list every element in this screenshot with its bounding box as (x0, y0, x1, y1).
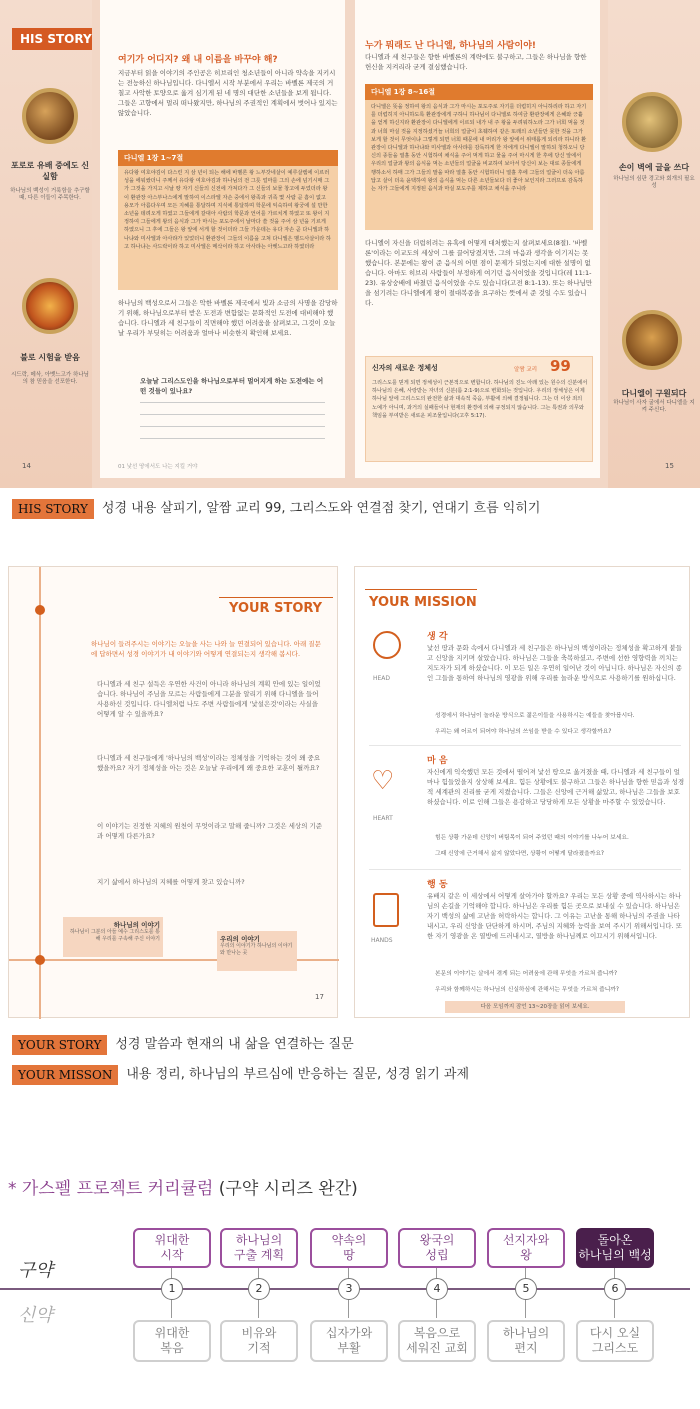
box-title: 하나님의 이야기 (113, 921, 160, 929)
brain-icon (373, 631, 401, 659)
icon-label: HANDS (371, 937, 393, 944)
mission-title: 행 동 (427, 880, 448, 890)
mission-title: 마 음 (427, 756, 448, 766)
medallion-faithful (22, 88, 78, 144)
answer-line (140, 402, 325, 403)
row-label-new: 신약 (18, 1305, 53, 1326)
divider (369, 869, 681, 870)
divider (369, 745, 681, 746)
curriculum-number: 4 (426, 1278, 448, 1300)
scripture-text: 유다왕 여호야김이 다스린 지 삼 년이 되는 해에 바벨론 왕 느부갓네살이 예루살렘에 이르러 성을 에워쌌더니 주께서 유다왕 여호야김과 하나님의 전 그릇 얼마를 그의 손에 넘기시매 그가 그것을 가지고 시날 땅 자기 신들의 신전에 가져다가 그 신들의 보물 창고에 두었더라 왕이 환관장 아스부나스에게 말하여 이스라엘 자손 중에서 왕족과 귀족 몇 사람 곧 흠이 없고 용모가 아름다우며 모든 지혜를 통달하며 지식에 통달하며 학문에 익숙하여 왕궁에 설 만한 소년을 데려오게 하였고 그들에게 갈대아 사람의 학문과 언어를 가르치게 하였고 또 왕이 지정하여 그들에게 왕의 음식과 그가 마시는 포도주에서 날마다 쓸 것을 주어 삼 년을 기르게 하였으니 그 후에 그들은 왕 앞에 서게 할 것이더라 그들 가운데는 유다 자손 곧 다니엘과 하나냐와 미사엘과 아사랴가 있었더니 환관장이 그들의 이름을 고쳐 다니엘은 벨드사살이라 하고 하나냐는 사드락이라 하고 미사엘은 메삭이라 하고 아사랴는 아벳느고라 하였더라 (124, 170, 331, 250)
medallion-lions (622, 310, 682, 370)
heart-hand-icon: ♡ (371, 766, 395, 796)
curriculum-old-4: 왕국의 성립 (398, 1228, 476, 1268)
caption-title: 불로 시험을 받음 (20, 353, 80, 362)
doctrine-label: 알짬 교리 (514, 367, 538, 373)
intro-text: 하나님이 들려주시는 이야기는 오늘을 사는 나와 늘 연결되어 있습니다. 아래 질문에 답하면서 성경 이야기가 내 이야기와 어떻게 연결되는지 생각해 봅시다. (91, 640, 321, 658)
legend-your-mission (12, 1064, 692, 1086)
curriculum-old-6: 돌아온 하나님의 백성 (576, 1228, 654, 1268)
mission-text: 유배지 같은 이 세상에서 어떻게 살아가야 할까요? 우리는 모든 상황 중에 역사하시는 하나님의 손길을 기억해야 합니다. 하나님은 우리를 힘든 곳으로 보내실 수 있습니다. 하나님은 자기 백성의 삶에 고난을 허락하시는 합니다. 그 이유는 고난을 통해 하나님의 주권을 나타내시고, 우리 신앙을 단단하게 하시며, 주님의 지혜와 능력을 보여 주시기 위해서입니다. 또한 자기 영광을 온 열방에 드러내시고, 열방을 하나님께로 이끄시기 위해서입니다. (427, 892, 682, 940)
gods-story-box (63, 917, 163, 957)
timeline-dot (35, 605, 45, 615)
curriculum-number: 1 (161, 1278, 183, 1300)
curriculum-new-4: 복음으로 세워진 교회 (398, 1320, 476, 1362)
curriculum-title-main: * 가스펠 프로젝트 커리큘럼 (8, 1179, 214, 1199)
curriculum-title-sub: (구약 시리즈 완간) (218, 1179, 358, 1199)
question-2: 다니엘과 세 친구들에게 '하나님의 백성'이라는 정체성을 기억하는 것이 왜 중요했을까요? 자기 정체성을 아는 것은 오늘날 우리에게 왜 중요한 교훈이 될까요? (97, 754, 321, 772)
reading-assignment: 다음 모임까지 잠언 13~20장을 읽어 보세요. (445, 1001, 625, 1013)
intro-paragraph: 다니엘과 세 친구들은 향한 바벨론의 계략에도 불구하고, 그들은 하나님을 향한 헌신을 지켜리라 굳게 결심했습니다. (365, 53, 587, 71)
answer-line (140, 438, 325, 439)
answer-line (140, 414, 325, 415)
timeline-vertical (39, 567, 41, 1019)
mission-bullet: 본문의 이야기는 살에서 겪게 되는 어려움에 관해 무엇을 가르쳐 줍니까? (435, 971, 618, 977)
section-head: YOUR STORY (229, 601, 323, 616)
curriculum-new-6: 다시 오실 그리스도 (576, 1320, 654, 1362)
running-footer: 01 낯선 땅에서도 나는 지킬 거야 (118, 464, 198, 470)
mission-bullet: 우리는 왜 어르이 되어야 하나님의 쓰임을 받을 수 있다고 생각할까요? (435, 729, 612, 735)
page-number: 14 (22, 462, 31, 470)
legend-tag: YOUR MISSON (12, 1065, 118, 1085)
curriculum-new-2: 비유와 기적 (220, 1320, 298, 1362)
legend-your-story (12, 1034, 692, 1056)
caption-sub: 하나님의 백성이 거룩함을 추구할 때, 다른 이들이 주목한다. (10, 188, 90, 201)
timeline-dot (35, 955, 45, 965)
section-title: 누가 뭐래도 난 다니엘, 하나님의 사람이야! (365, 41, 536, 51)
doctrine-text: 그리스도를 믿게 되면 정체성이 근본적으로 변합니다. 하나님의 진노 아래 있는 원수의 신분에서 하나님의 은혜, 사랑받는 자녀의 신분(롬 2:1-9)으로 변화되는 것입니다. 우리의 정체성은 이제 하나님 앞에 그리스도의 완전한 삶과 대속적 죽음, 부활에 의해 결정됩니다. 그는 더 이상 죄의 노예가 아니며, 과거의 실패들이나 현재의 환경에 의해 규정되지 않습니다. 그는 특권과 의무와 책임을 부여받은 새로운 피조물입니다(고후 5:17). (372, 380, 588, 419)
body-paragraph: 지금부터 읽을 이야기의 주인공은 히브리인 청소년들이 아니라 약속을 지키시는 전능하신 하나님입니다. 다니엘서 시작 부분에서 우리는 바벨론 제국의 거칠고 사악한 토양으로 옮겨 심기게 된 네 명의 대단한 소년들을 보게 됩니다. 그들은 고향에서 멀리 떠나왔지만, 하나님의 주권적인 계획에서 벗어나 있지는 않았습니다. (118, 69, 338, 117)
box-sub: 하나님이 그분의 아들 예수 그리스도를 통해 우리를 구속해 주신 이야기 (69, 929, 160, 942)
curriculum-number: 5 (515, 1278, 537, 1300)
legend-tag: HIS STORY (12, 499, 94, 519)
curriculum-number: 3 (338, 1278, 360, 1300)
our-story-box (217, 931, 297, 971)
hand-book-icon (373, 893, 399, 927)
legend-text: 내용 정리, 하나님의 부르심에 반응하는 질문, 성경 읽기 과제 (126, 1067, 470, 1082)
mission-bullet: 성경에서 하나님이 놀라운 방식으로 젊은이들을 사용하시는 예들을 찾아봅시다. (435, 713, 635, 719)
legend-text: 성경 말씀과 현재의 내 삶을 연결하는 질문 (115, 1037, 354, 1052)
curriculum-title (8, 1174, 358, 1199)
doctrine-title: 신자의 새로운 정체성 (372, 364, 438, 372)
caption-title: 다니엘이 구원되다 (621, 389, 687, 398)
caption-sub: 하나님의 심판 경고와 회개의 필요성 (613, 176, 695, 189)
mission-title: 생 각 (427, 632, 448, 642)
mission-bullet: 그때 신앙에 근거해서 삶지 않았다면, 상황이 어떻게 달라졌을까요? (435, 851, 605, 857)
doctrine-number: 99 (550, 357, 571, 375)
icon-label: HEART (373, 815, 393, 822)
curriculum-old-1: 위대한 시작 (133, 1228, 211, 1268)
curriculum-new-1: 위대한 복음 (133, 1320, 211, 1362)
answer-line (140, 426, 325, 427)
legend-his-story (12, 498, 692, 520)
row-label-old: 구약 (18, 1260, 53, 1281)
medallion-fire (22, 278, 78, 334)
mission-text: 낯선 땅과 문화 속에서 다니엘과 세 친구들은 하나님의 백성이라는 정체성을 확고하게 붙들고 신앙을 지키며 살았습니다. 하나님은 그들을 축복하셨고, 주변에 선한 영향력을 끼치는 지도자가 되게 하셨습니다. 이 모든 일은 우연히 일어난 것이 아닙니다. 하나님은 자신의 종인 그들을 통하여 하나님의 영광을 위해 우리를 놀라운 방식으로 사용하기를 원하십니다. (427, 644, 683, 682)
question-1: 다니엘과 세 친구 설득은 우연한 사건이 아니라 하나님의 계획 안에 있는 일이었습니다. 하나님이 주님을 모르는 사람들에게 그분을 알리기 위해 다니엘을 들어 사용하신 것입니다. 다니엘처럼 나도 주변 사람들에게 '낯설은것'이라는 사실을 어떻게 알 수 있을까요? (97, 680, 321, 718)
curriculum-number: 2 (248, 1278, 270, 1300)
curriculum-number: 6 (604, 1278, 626, 1300)
caption-sub: 시드락, 메삭, 아벳느고가 하나님의 참 믿음을 선포한다. (11, 372, 89, 385)
scripture-text: 다니엘은 뜻을 정하여 왕의 음식과 그가 마시는 포도주로 자기를 더럽히지 아니하리라 하고 자기를 더럽히지 아니하도록 환관장에게 구하니 하나님이 다니엘로 하여금 환관장에게 은혜와 긍휼을 얻게 하신지라 환관장이 다니엘에게 이르되 내가 내 주 왕을 두려워하노라 그가 너희 먹을 것과 너희 마실 것을 지정하셨거늘 너희의 얼굴이 초췌하여 같은 또래의 소년들만 못한 것을 그가 보게 할 것이 무엇이냐 그렇게 되면 너희 때문에 내 머리가 왕 앞에서 위태롭게 되리라 하니라 환관장이 다니엘과 하나냐와 미사엘과 아사랴를 감독하게 한 자에게 다니엘이 말하되 청하오니 당신의 종들을 열흘 동안 시험하여 채식을 주어 먹게 하고 물을 주어 마시게 한 후에 당신 앞에서 우리의 얼굴과 왕의 음식을 먹는 소년들의 얼굴을 비교하여 보아서 당신이 보는 대로 종들에게 행하소서 하매 그가 그들의 말을 따라 열흘 동안 시험하더니 열흘 후에 그들의 얼굴이 더욱 아름답고 살이 더욱 윤택하여 왕의 음식을 먹는 다른 소년들보다 더 좋아 보인지라 그러므로 감독하는 자가 그들에게 지정된 음식과 마실 포도주를 제하고 채식을 주니라 (371, 104, 587, 193)
mission-text: 자신에게 익숙했던 모든 것에서 떨어져 낯선 땅으로 옮겨졌을 때, 다니엘과 세 친구들이 얼마나 힘들었을지 상상해 보세요. 힘든 상황에도 불구하고 그들은 하나님을 향한 믿음과 성경적 세계관의 진리를 굳게 지켰습니다. 그들은 신앙에 근거해 삶았고, 하나님은 그들을 보호하셨습니다. 이로 인해 그들은 용감하고 당당하게 모든 상황을 마주할 수 있었습니다. (427, 768, 685, 806)
body-paragraph: 다니엘이 자신을 더럽히려는 유혹에 어떻게 대처했는지 살펴보세요(8절). '바벨론'이라는 이교도의 세상이 그를 끌어당겼지만, 그의 마음과 생각을 이기지는 못했습니다. 본문에는 왕이 준 음식의 어떤 점이 문제가 되었는지에 대한 설명이 없습니다. 아마도 히브리 사람들이 부정하게 여기던 음식이었을 것입니다(레 11:1-23). 유상숭배에 바쳤던 음식이었을 수도 있습니다(고전 8:1-13). 또는 하나님만 을 섬기려는 다니엘에게 왕이 절대복종을 요구하는 뜻에서 준 것일 수도 있습니다. (365, 239, 593, 307)
medallion-hand-writing (622, 92, 682, 152)
legend-text: 성경 내용 살피기, 알짬 교리 99, 그리스도와 연결점 찾기, 연대기 흐름 익히기 (101, 501, 541, 516)
curriculum-new-5: 하나님의 편지 (487, 1320, 565, 1362)
header-rule (365, 589, 477, 590)
scripture-box-title: 다니엘 1장 1~7절 (118, 150, 338, 166)
scripture-box (118, 150, 338, 290)
icon-label: HEAD (373, 675, 391, 682)
curriculum-old-3: 약속의 땅 (310, 1228, 388, 1268)
left-margin-panel (0, 0, 92, 488)
scripture-box (365, 84, 593, 230)
curriculum-old-2: 하나님의 구출 계획 (220, 1228, 298, 1268)
his-story-spread (0, 0, 700, 488)
page-number: 17 (315, 993, 324, 1001)
caption-title: 포로로 유배 중에도 신실함 (11, 161, 89, 181)
section-head: YOUR MISSION (369, 595, 477, 610)
curriculum-new-3: 십자가와 부활 (310, 1320, 388, 1362)
his-story-tab: HIS STORY (12, 28, 92, 50)
right-margin-panel (608, 0, 700, 488)
question-3: 이 이야기는 진정한 지혜의 원천이 무엇이라고 말해 줍니까? 그것은 세상의 기준과 어떻게 다른가요? (97, 822, 323, 840)
reflection-question: 오늘날 그리스도인을 하나님으로부터 멀어지게 하는 도전에는 어떤 것들이 있나요? (140, 377, 324, 395)
mission-bullet: 우리와 함께하시는 하나님의 신실하심에 관해서는 무엇을 가르쳐 줍니까? (435, 987, 619, 993)
header-rule (219, 597, 333, 598)
mission-bullet: 힘든 상황 가운데 신앙이 버팀목이 되어 주었던 때의 이야기를 나누어 보세요. (435, 835, 629, 841)
caption-sub: 하나님이 사자 굴에서 다니엘을 지켜 주신다. (613, 400, 695, 413)
caption-title: 손이 벽에 글을 쓰다 (618, 163, 690, 172)
page-number: 15 (665, 462, 674, 470)
your-story-page (8, 566, 338, 1018)
doctrine-box (365, 356, 593, 462)
curriculum-old-5: 선지자와 왕 (487, 1228, 565, 1268)
your-mission-page (354, 566, 690, 1018)
body-paragraph: 하나님의 백성으로서 그들은 악한 바벨론 제국에서 빛과 소금의 사명을 감당하기 위해, 하나님으로부터 받은 도전과 변함없는 문화적인 도전에 대비해야 했습니다. 다니엘과 세 친구들이 직면해야 했던 어려움을 살펴보고, 그것이 오늘날 우리가 부딪히는 어려움과 얼마나 비슷한지 확인해 보세요. (118, 299, 338, 337)
legend-tag: YOUR STORY (12, 1035, 107, 1055)
box-sub: 우리의 이야기가 하나님의 이야기와 만나는 곳 (220, 943, 293, 956)
box-title: 우리의 이야기 (220, 935, 260, 943)
question-4: 지기 삶에서 하나님의 지혜를 어떻게 찾고 있습니까? (97, 878, 245, 886)
scripture-box-title: 다니엘 1장 8~16절 (365, 84, 593, 100)
section-title: 여기가 어디지? 왜 내 이름을 바꾸야 해? (118, 55, 278, 65)
